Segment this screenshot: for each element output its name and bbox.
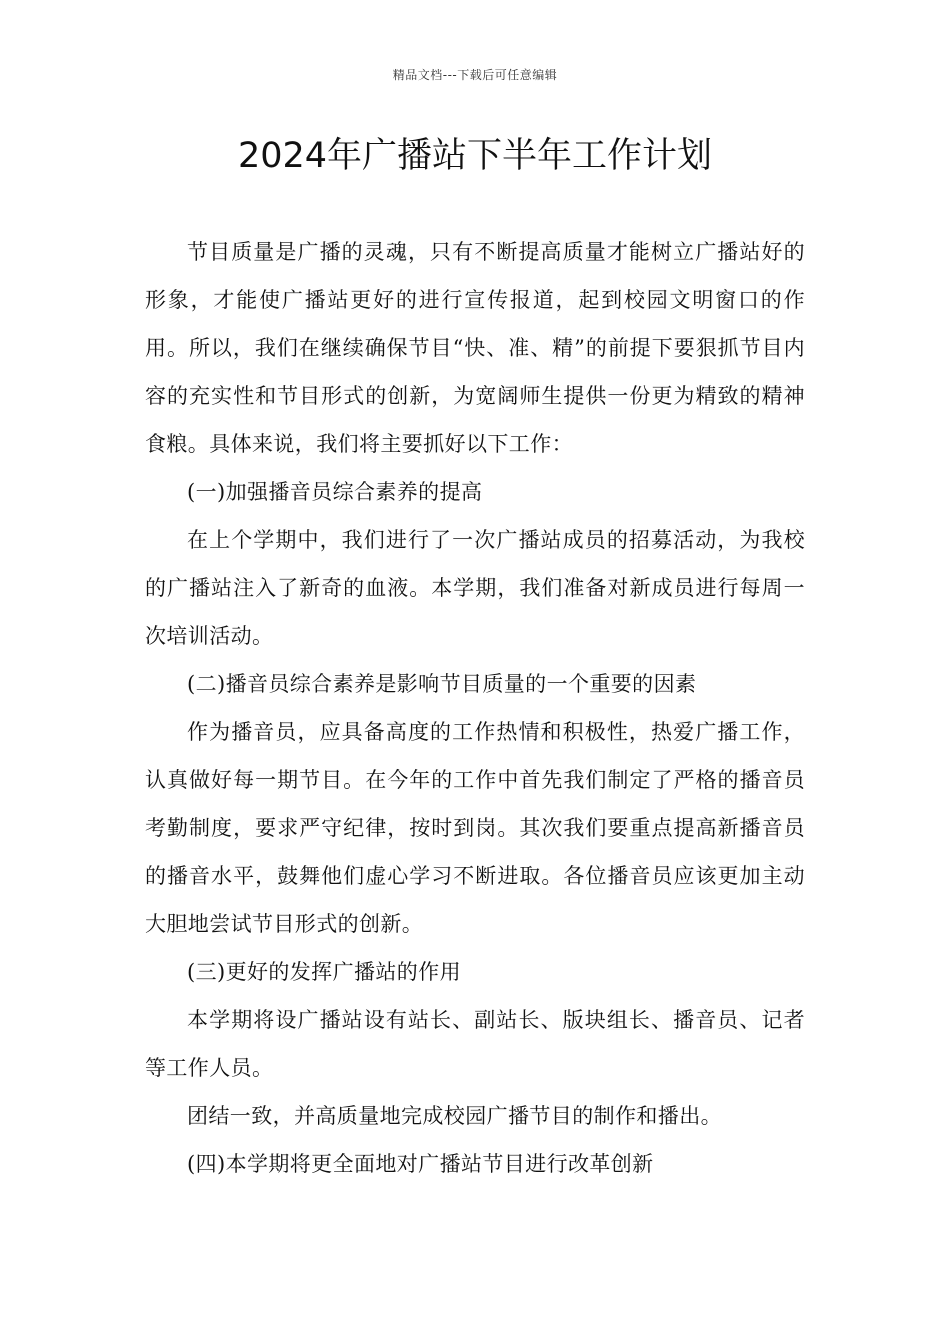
paragraph-intro: 节目质量是广播的灵魂，只有不断提高质量才能树立广播站好的形象，才能使广播站更好的进行宣传报道，起到校园文明窗口的作用。所以，我们在继续确保节目“快、准、精”的前提下要狠抓节目内容的充实性和节目形式的创新，为宽阔师生提供一份更为精致的精神食粮。具体来说，我们将主要抓好以下工作：	[145, 240, 805, 456]
header-note: 精品文档---下载后可任意编辑	[392, 68, 558, 82]
paragraph-section-3a: 本学期将设广播站设有站长、副站长、版块组长、播音员、记者等工作人员。	[145, 1008, 805, 1080]
paragraph-section-3b: 团结一致，并高质量地完成校园广播节目的制作和播出。	[187, 1104, 722, 1128]
document-body	[145, 228, 805, 1188]
paragraph-section-2: 作为播音员，应具备高度的工作热情和积极性，热爱广播工作，认真做好每一期节目。在今年的工作中首先我们制定了严格的播音员考勤制度，要求严守纪律，按时到岗。其次我们要重点提高新播音员的播音水平，鼓舞他们虚心学习不断进取。各位播音员应该更加主动大胆地尝试节目形式的创新。	[145, 720, 805, 936]
section-heading-2: (二)播音员综合素养是影响节目质量的一个重要的因素	[187, 672, 697, 696]
section-heading-4: (四)本学期将更全面地对广播站节目进行改革创新	[187, 1152, 654, 1176]
page-title: 2024年广播站下半年工作计划	[237, 136, 713, 176]
section-heading-3: (三)更好的发挥广播站的作用	[187, 960, 461, 984]
paragraph-section-1: 在上个学期中，我们进行了一次广播站成员的招募活动，为我校的广播站注入了新奇的血液。本学期，我们准备对新成员进行每周一次培训活动。	[145, 528, 805, 648]
section-heading-1: (一)加强播音员综合素养的提高	[187, 480, 483, 504]
